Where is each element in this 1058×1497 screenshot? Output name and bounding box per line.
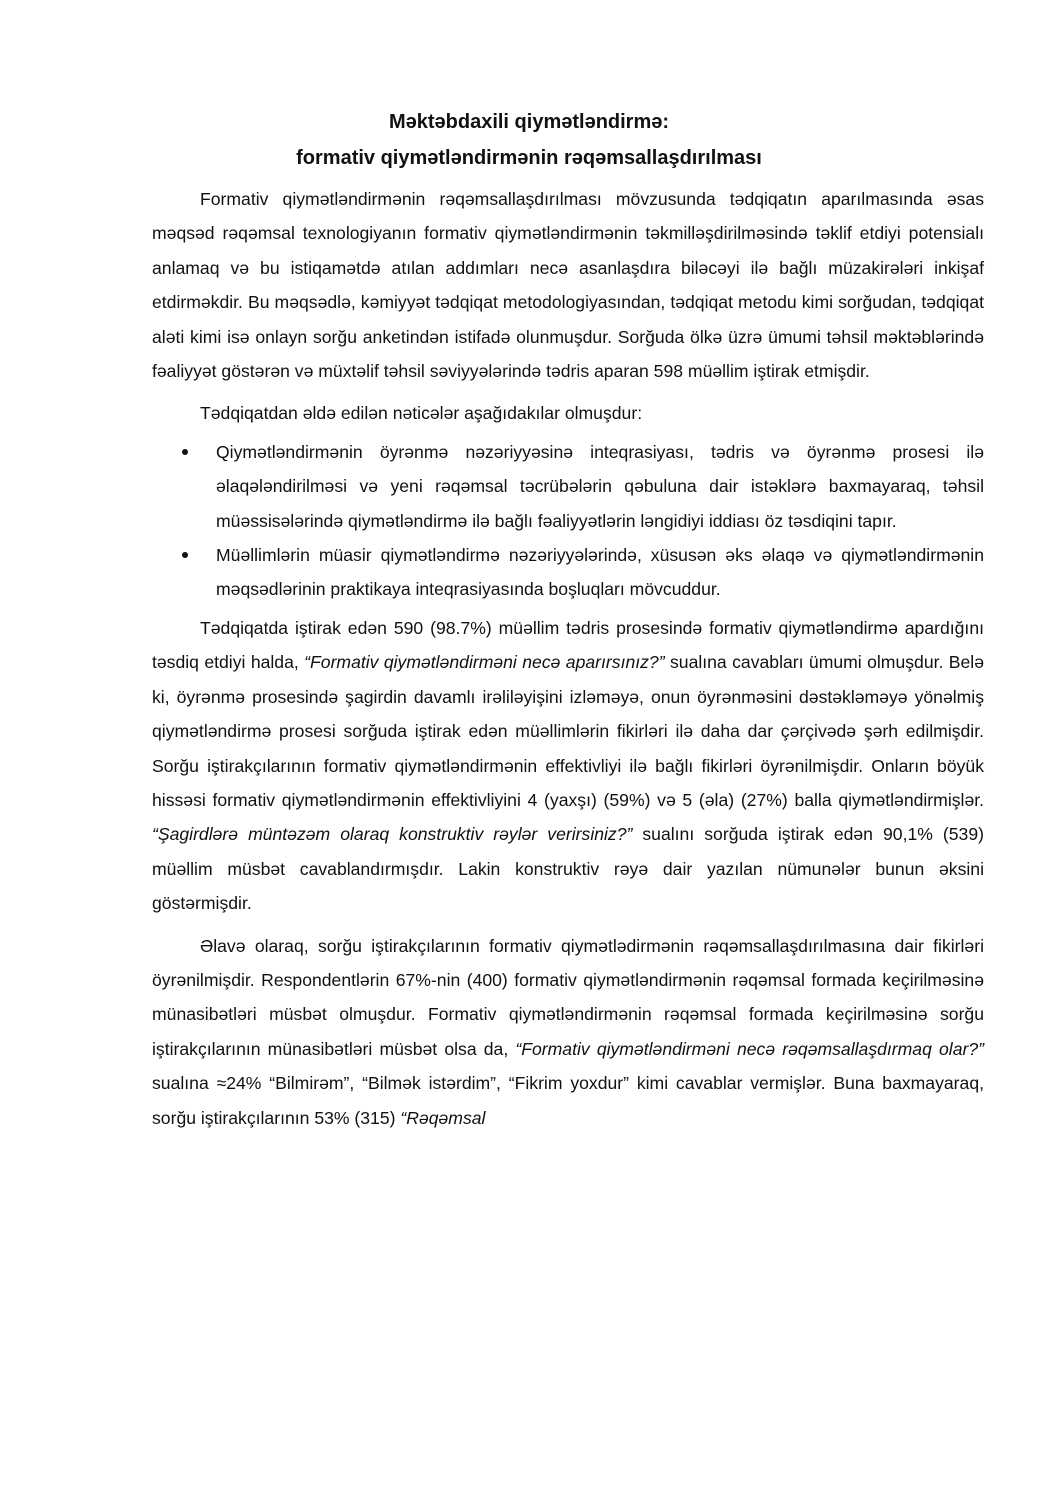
- title-line-2: formativ qiymətləndirmənin rəqəmsallaşdırılması: [296, 147, 762, 169]
- paragraph-results-text-3: sualını sorğuda iştirak edən 90,1% (539) müəllim müsbət cavablandırmışdır. Lakin konstruktiv rəyə dair yazılan nümunələr bunun əksini göstərmişdir.: [152, 824, 984, 914]
- bullet-icon: [182, 552, 188, 558]
- document-title: [0, 104, 1058, 176]
- title-line-1: Məktəbdaxili qiymətləndirmə:: [388, 111, 670, 133]
- paragraph-digitalization: [152, 929, 984, 1135]
- finding-item: [152, 538, 984, 607]
- survey-question-quote-2: “Şagirdlərə müntəzəm olaraq konstruktiv rəylər verirsiniz?”: [152, 824, 633, 845]
- findings-intro: Tədqiqatdan əldə edilən nəticələr aşağıdakılar olmuşdur:: [200, 403, 643, 424]
- finding-text: Müəllimlərin müasir qiymətləndirmə nəzəriyyələrində, xüsusən əks əlaqə və qiymətləndirmənin məqsədlərinin praktikaya inteqrasiyasında boşluqları mövcuddur.: [216, 545, 984, 600]
- paragraph-results-text-2: sualına cavabları ümumi olmuşdur. Belə ki, öyrənmə prosesində şagirdin davamlı irəliləyişini izləməyə, onun öyrənməsini dəstəkləməyə yönəlmiş qiymətləndirmə prosesi sorğuda iştirak edən müəllimlərin fikirləri ilə daha dar çərçivədə şərh edilmişdir. Sorğu iştirakçılarının formativ qiymətləndirmənin effektivliyi ilə bağlı fikirləri öyrənilmişdir. Onların böyük hissəsi formativ qiymətləndirmənin effektivliyini 4 (yaxşı) (59%) və 5 (əla) (27%) balla qiymətləndirmişlər.: [152, 652, 985, 810]
- paragraph-digitalization-text-1: Əlavə olaraq, sorğu iştirakçılarının formativ qiymətlədirmənin rəqəmsallaşdırılmasına dair fikirləri öyrənilmişdir. Respondentlərin 67%-nin (400) formativ qiymətləndirmənin rəqəmsal formada keçirilməsinə münasibətləri müsbət olmuşdur. Formativ qiymətləndirmənin rəqəmsal formada keçirilməsinə sorğu iştirakçılarının münasibətləri müsbət olsa da,: [152, 935, 984, 1059]
- paragraph-results: [152, 611, 984, 921]
- finding-text: Qiymətləndirmənin öyrənmə nəzəriyyəsinə inteqrasiyası, tədris və öyrənmə prosesi ilə əlaqələndirilməsi və yeni rəqəmsal təcrübələrin qəbuluna dair istəklərə baxmayaraq, təhsil müəssisələrində qiymətləndirmə ilə bağlı fəaliyyətlərin ləngidiyi iddiası öz təsdiqini tapır.: [216, 441, 984, 531]
- survey-question-quote-1: “Formativ qiymətləndirməni necə aparırsınız?”: [304, 652, 665, 673]
- paragraph-results-text-1: Tədqiqatda iştirak edən 590 (98.7%) müəllim tədris prosesində formativ qiymətləndirmə apardığını təsdiq etdiyi halda,: [152, 617, 984, 673]
- bullet-icon: [182, 449, 188, 455]
- document-body: [152, 182, 984, 1135]
- paragraph-digitalization-text-2: sualına ≈24% “Bilmirəm”, “Bilmək istərdim”, “Fikrim yoxdur” kimi cavablar vermişlər. Buna baxmayaraq, sorğu iştirakçılarının 53% (315): [152, 1073, 984, 1128]
- findings-list: [152, 435, 984, 607]
- survey-question-quote-3: “Formativ qiymətləndirməni necə rəqəmsallaşdırmaq olar?”: [515, 1038, 985, 1059]
- paragraph-intro: Formativ qiymətləndirmənin rəqəmsallaşdırılması mövzusunda tədqiqatın aparılmasında əsas məqsəd rəqəmsal texnologiyanın formativ qiymətləndirmənin təkmilləşdirilməsində təklif etdiyi potensialı anlamaq və bu istiqamətdə atılan addımları necə asanlaşdıra biləcəyi ilə bağlı müzakirələri inkişaf etdirməkdir. Bu məqsədlə, kəmiyyət tədqiqat metodologiyasından, tədqiqat metodu kimi sorğudan, tədqiqat aləti kimi isə onlayn sorğu anketindən istifadə olunmuşdur. Sorğuda ölkə üzrə ümumi təhsil məktəblərində fəaliyyət göstərən və müxtəlif təhsil səviyyələrində tədris aparan 598 müəllim iştirak etmişdir.: [152, 189, 984, 382]
- finding-item: [152, 435, 984, 538]
- survey-question-quote-4: “Rəqəmsal: [400, 1107, 486, 1128]
